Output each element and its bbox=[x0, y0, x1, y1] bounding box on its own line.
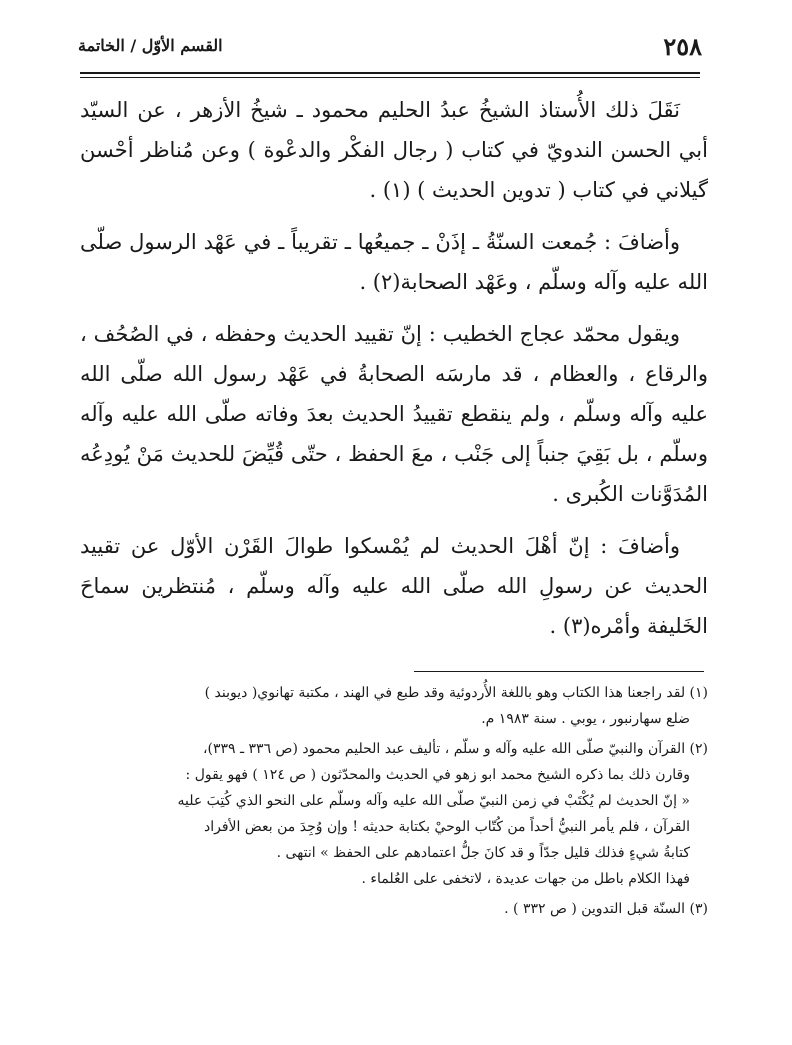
running-title: القسم الأوّل / الخاتمة bbox=[78, 36, 223, 55]
footnote-2-line-2: وقارن ذلك بما ذكره الشيخ محمد ابو زهو في الحديث والمحدّثون ( ص ١٢٤ ) فهو يقول : bbox=[185, 767, 690, 783]
footnote-1: (١) لقد راجعنا هذا الكتاب وهو باللغة الأُردوئية وقد طبع في الهند ، مكتبة تهانوي( ديوبند ) bbox=[204, 685, 708, 701]
footnote-2: (٢) القرآن والنبيّ صلّى الله عليه وآله و سلّم ، تأليف عبد الحليم محمود (ص ٣٣٦ ـ ٣٣٩)، bbox=[202, 741, 708, 757]
footnote-2-line-6: فهذا الكلام باطل من جهات عديدة ، لاتخفى على العُلماء . bbox=[361, 871, 690, 887]
footnotes bbox=[80, 680, 708, 922]
footnote-divider bbox=[414, 671, 704, 672]
main-text bbox=[80, 90, 708, 658]
paragraph-2: وأضافَ : جُمعت السنّةُ ـ إذَنْ ـ جميعُها ـ تقريباً ـ في عَهْد الرسول صلّى الله عليه وآله وسلّم ، وعَهْد الصحابة(٢) . bbox=[80, 230, 708, 294]
paragraph-1: نَقَلَ ذلك الأُستاذ الشيخُ عبدُ الحليم محمود ـ شيخُ الأزهر ، عن السيّد أبي الحسن الندويّ في كتاب ( رجال الفكْر والدعْوة ) وعن مُناظر أحْسن گيلاني في كتاب ( تدوين الحديث ) (١) . bbox=[80, 98, 708, 202]
footnote-3: (٣) السنّة قبل التدوين ( ص ٣٣٢ ) . bbox=[504, 901, 708, 917]
header-divider bbox=[80, 72, 700, 78]
paragraph-4: وأضافَ : إنّ أهْلَ الحديث لم يُمْسكوا طوالَ القَرْن الأوّل عن تقييد الحديث عن رسولِ الله صلّى الله عليه وآله وسلّم ، مُنتظرين سماحَ الخَليفة وأمْره(٣) . bbox=[80, 534, 708, 638]
footnote-2-line-3: « إنّ الحديث لم يُكْتَبْ في زمن النبيّ صلّى الله عليه وآله وسلّم على النحو الذي كُتِبَ عليه bbox=[177, 793, 690, 809]
paragraph-3: ويقول محمّد عجاج الخطيب : إنّ تقييد الحديث وحفظه ، في الصُحُف ، والرقاع ، والعظام ، قد مارسَه الصحابةُ في عَهْد رسول الله صلّى الله عليه وآله وسلّم ، ولم ينقطع تقييدُ الحديث بعدَ وفاته صلّى الله عليه وآله وسلّم ، بل بَقِيَ جنباً إلى جَنْب ، معَ الحفظ ، حتّى قُيِّضَ للحديث مَنْ يُودِعُه المُدَوَّنات الكُبرى . bbox=[80, 322, 708, 506]
footnote-1-cont: ضلع سهارنبور ، يوبي . سنة ١٩٨٣ م. bbox=[481, 711, 690, 727]
page-number: ٢٥٨ bbox=[663, 32, 702, 61]
footnote-2-line-5: كتابةُ شيءٍ فذلك قليل جدّاً و قد كانَ جلُّ اعتمادهم على الحفظ » انتهى . bbox=[276, 845, 690, 861]
page-header bbox=[72, 30, 708, 70]
footnote-2-line-4: القرآن ، فلم يأمر النبيُّ أحداً من كُتّاب الوحيْ بكتابة حديثه ! وإن وُجِدَ من بعض الأفراد bbox=[204, 819, 690, 835]
